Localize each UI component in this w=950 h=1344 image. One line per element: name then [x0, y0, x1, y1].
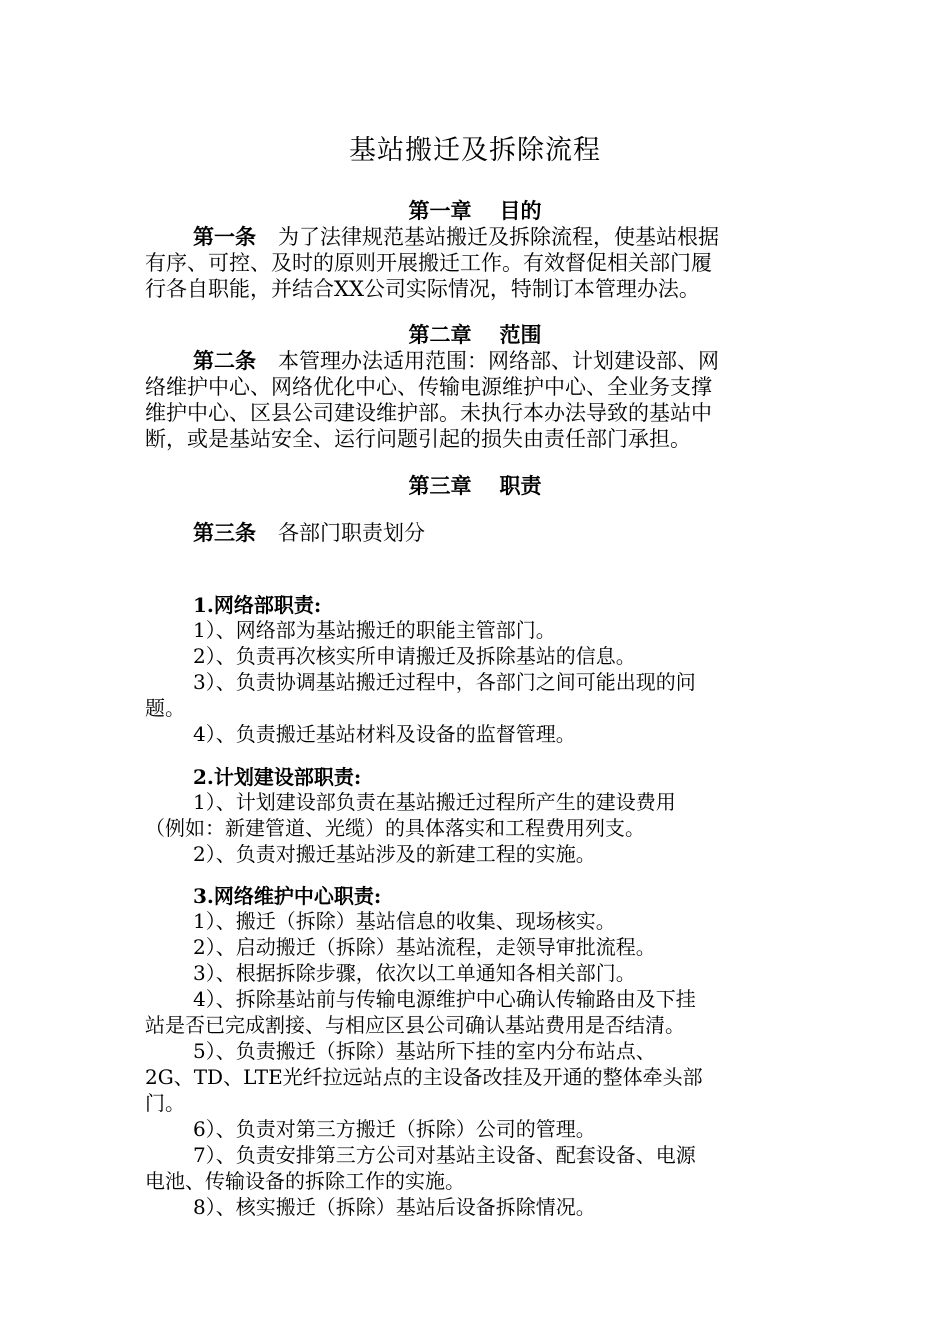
article-3-line: 第三条 各部门职责划分: [193, 520, 425, 545]
chapter-3-name: 职责: [499, 473, 542, 498]
list-item: 1）、搬迁（拆除）基站信息的收集、现场核实。: [193, 909, 616, 933]
article-2-line: 络维护中心、网络优化中心、传输电源维护中心、全业务支撑: [145, 375, 712, 399]
chapter-3-heading: [0, 473, 950, 499]
article-2-label: 第二条: [193, 348, 256, 373]
article-2-line: 第二条 本管理办法适用范围：网络部、计划建设部、网: [193, 348, 719, 373]
list-item: 2）、负责对搬迁基站涉及的新建工程的实施。: [193, 842, 596, 866]
list-item-continuation: 站是否已完成割接、与相应区县公司确认基站费用是否结清。: [145, 1013, 685, 1037]
list-item: 8）、核实搬迁（拆除）基站后设备拆除情况。: [193, 1195, 596, 1219]
list-item-continuation: 2G、TD、LTE光纤拉远站点的主设备改挂及开通的整体牵头部: [145, 1065, 703, 1089]
article-1-line: 第一条 为了法律规范基站搬迁及拆除流程，使基站根据: [193, 224, 719, 249]
article-1: [145, 224, 810, 302]
list-item-continuation: （例如：新建管道、光缆）的具体落实和工程费用列支。: [145, 816, 645, 840]
article-1-line: 有序、可控、及时的原则开展搬迁工作。有效督促相关部门履: [145, 251, 712, 275]
list-item: 4）、拆除基站前与传输电源维护中心确认传输路由及下挂: [193, 987, 696, 1011]
list-item: 3）、负责协调基站搬迁过程中，各部门之间可能出现的问: [193, 670, 696, 694]
section-3-items: [145, 908, 810, 1220]
article-3-label: 第三条: [193, 520, 256, 545]
section-1-items: [145, 617, 810, 747]
list-item: 3）、根据拆除步骤，依次以工单通知各相关部门。: [193, 961, 636, 985]
list-item: 7）、负责安排第三方公司对基站主设备、配套设备、电源: [193, 1143, 696, 1167]
article-3: [145, 520, 810, 546]
section-3-heading: 3.网络维护中心职责:: [193, 884, 382, 908]
chapter-1-heading: [0, 198, 950, 224]
article-2: [145, 348, 810, 452]
document-title: 基站搬迁及拆除流程: [349, 135, 601, 166]
list-item: 6）、负责对第三方搬迁（拆除）公司的管理。: [193, 1117, 596, 1141]
section-1-heading: 1.网络部职责:: [193, 593, 322, 617]
chapter-2-name: 范围: [499, 322, 542, 347]
section-2-heading: 2.计划建设部职责:: [193, 765, 362, 789]
list-item: 1）、计划建设部负责在基站搬迁过程所产生的建设费用: [193, 790, 676, 814]
list-item: 5）、负责搬迁（拆除）基站所下挂的室内分布站点、: [193, 1039, 656, 1063]
chapter-3-number: 第三章: [408, 473, 472, 498]
chapter-1-name: 目的: [499, 198, 542, 223]
list-item-continuation: 电池、传输设备的拆除工作的实施。: [145, 1169, 465, 1193]
list-item: 4）、负责搬迁基站材料及设备的监督管理。: [193, 722, 576, 746]
article-2-line: 维护中心、区县公司建设维护部。未执行本办法导致的基站中: [145, 401, 712, 425]
chapter-2-heading: [0, 322, 950, 348]
article-1-label: 第一条: [193, 224, 256, 249]
list-item: 2）、负责再次核实所申请搬迁及拆除基站的信息。: [193, 644, 636, 668]
list-item: 1）、网络部为基站搬迁的职能主管部门。: [193, 618, 556, 642]
chapter-2-number: 第二章: [408, 322, 472, 347]
list-item-continuation: 题。: [145, 696, 185, 720]
list-item-continuation: 门。: [145, 1091, 185, 1115]
list-item: 2）、启动搬迁（拆除）基站流程，走领导审批流程。: [193, 935, 656, 959]
section-2-items: [145, 789, 810, 867]
chapter-1-number: 第一章: [408, 198, 472, 223]
article-2-line: 断，或是基站安全、运行问题引起的损失由责任部门承担。: [145, 427, 691, 451]
article-1-line: 行各自职能，并结合XX公司实际情况，特制订本管理办法。: [145, 277, 700, 301]
